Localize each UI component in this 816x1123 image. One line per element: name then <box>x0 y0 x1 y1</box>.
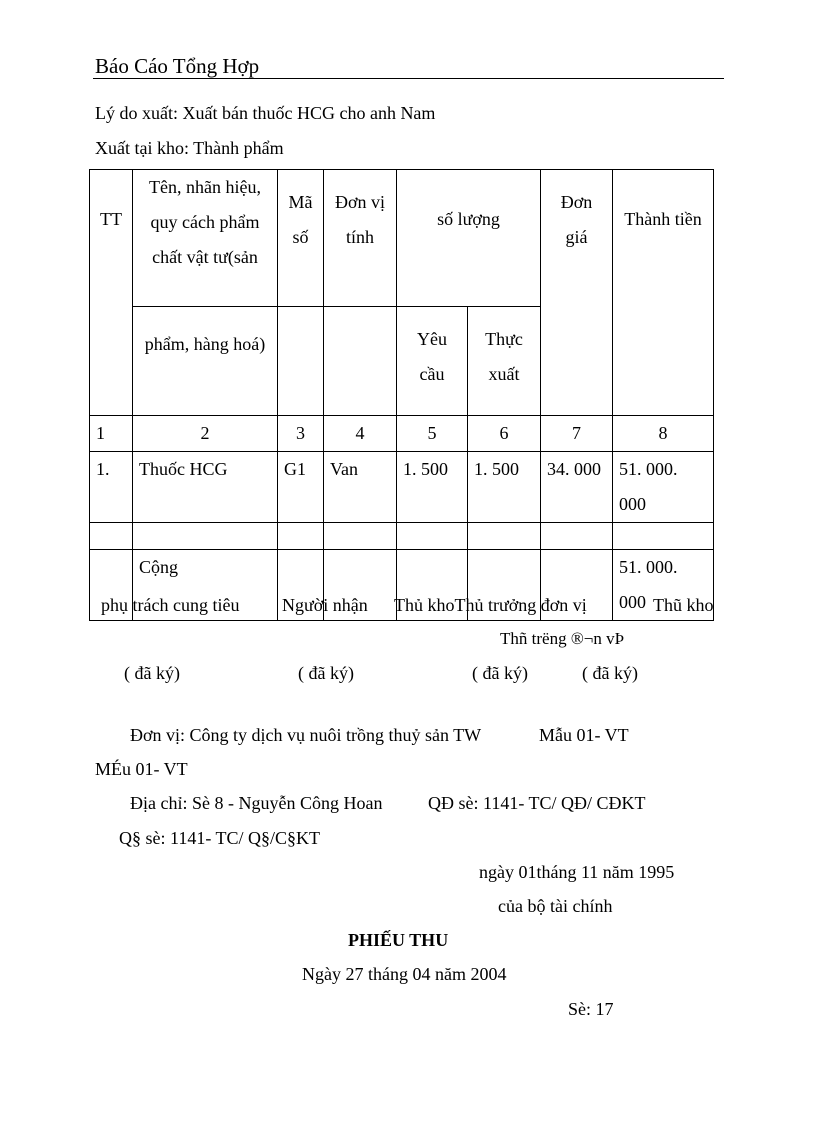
receipt-address: Địa chỉ: Sè 8 - Nguyễn Công Hoan <box>130 793 383 813</box>
column-number: 1 <box>90 416 133 452</box>
total-amount-line2: 000 <box>619 592 646 612</box>
header-actual-line2: xuất <box>488 364 520 384</box>
sig-signed-4: ( đã ký) <box>582 663 638 683</box>
table-header-row <box>90 170 714 307</box>
header-code-empty <box>278 307 324 416</box>
header-required-line2: cầu <box>419 364 445 384</box>
header-price-line1: Đơn <box>560 192 593 212</box>
receipt-form: Mẫu 01- VT <box>539 725 629 745</box>
header-required <box>397 307 468 416</box>
header-price-line2: giá <box>565 227 588 247</box>
empty-row <box>90 523 714 550</box>
header-name-line2: quy cách phẩm <box>150 212 260 232</box>
receipt-date: Ngày 27 tháng 04 năm 2004 <box>302 964 507 984</box>
row-code: G1 <box>278 452 324 523</box>
header-divider <box>93 78 724 79</box>
total-amount-line1: 51. 000. <box>619 557 678 577</box>
column-number-row <box>90 416 714 452</box>
sig-receiver: Người nhận <box>282 595 368 615</box>
row-price: 34. 000 <box>541 452 613 523</box>
header-price <box>541 170 613 416</box>
sig-signed-3: ( đã ký) <box>472 663 528 683</box>
receipt-number: Sè: 17 <box>568 999 614 1019</box>
header-code-line2: số <box>292 227 309 247</box>
header-name-cont: phẩm, hàng hoá) <box>133 307 278 416</box>
header-unit-empty <box>324 307 397 416</box>
column-number: 3 <box>278 416 324 452</box>
header-code-line1: Mã <box>288 192 313 212</box>
header-actual-line1: Thực <box>485 329 523 349</box>
header-name <box>133 170 278 307</box>
column-number: 5 <box>397 416 468 452</box>
row-unit: Van <box>324 452 397 523</box>
header-actual <box>468 307 541 416</box>
row-amount <box>613 452 714 523</box>
row-name: Thuốc HCG <box>133 452 278 523</box>
column-number: 6 <box>468 416 541 452</box>
export-reason: Lý do xuất: Xuất bán thuốc HCG cho anh Nam <box>95 103 436 123</box>
table-row <box>90 452 714 523</box>
header-name-line3: chất vật tư(sản <box>152 247 258 267</box>
header-unit <box>324 170 397 307</box>
header-amount: Thành tiền <box>613 170 714 416</box>
row-actual: 1. 500 <box>468 452 541 523</box>
receipt-ministry: của bộ tài chính <box>498 896 613 916</box>
receipt-title: PHIẾU THU <box>348 930 449 950</box>
row-required: 1. 500 <box>397 452 468 523</box>
export-warehouse: Xuất tại kho: Thành phẩm <box>95 138 284 158</box>
sig-head-2: Thñ trëng ®¬n vÞ <box>500 629 625 648</box>
header-unit-line2: tính <box>345 227 374 247</box>
row-amount-line1: 51. 000. <box>619 459 678 479</box>
receipt-decision-garbled: Q§ sè: 1141- TC/ Q§/C§KT <box>119 828 320 848</box>
page-header-title: Báo Cáo Tổng Hợp <box>95 54 260 78</box>
sig-keeper-head: Thủ khoThủ trưởng đơn vị <box>394 595 587 615</box>
header-required-line1: Yêu <box>417 329 447 349</box>
header-unit-line1: Đơn vị <box>334 192 386 212</box>
row-tt: 1. <box>90 452 133 523</box>
total-label: Cộng <box>133 550 278 621</box>
receipt-unit: Đơn vị: Công ty dịch vụ nuôi trồng thuỷ sản TW <box>130 725 482 745</box>
column-number: 4 <box>324 416 397 452</box>
sig-supply: phụ trách cung tiêu <box>101 595 240 615</box>
sig-keeper-2: Thũ kho <box>653 595 714 615</box>
receipt-date-issued: ngày 01tháng 11 năm 1995 <box>479 862 675 882</box>
column-number: 7 <box>541 416 613 452</box>
receipt-form-garbled: MÉu 01- VT <box>95 759 188 779</box>
receipt-decision: QĐ sè: 1141- TC/ QĐ/ CĐKT <box>428 793 646 813</box>
row-amount-line2: 000 <box>619 494 646 514</box>
column-number: 8 <box>613 416 714 452</box>
header-tt: TT <box>90 170 133 416</box>
goods-table <box>89 169 714 621</box>
header-name-line1: Tên, nhãn hiệu, <box>149 177 261 197</box>
header-quantity: số lượng <box>397 170 541 307</box>
sig-signed-2: ( đã ký) <box>298 663 354 683</box>
sig-signed-1: ( đã ký) <box>124 663 180 683</box>
header-code <box>278 170 324 307</box>
column-number: 2 <box>133 416 278 452</box>
